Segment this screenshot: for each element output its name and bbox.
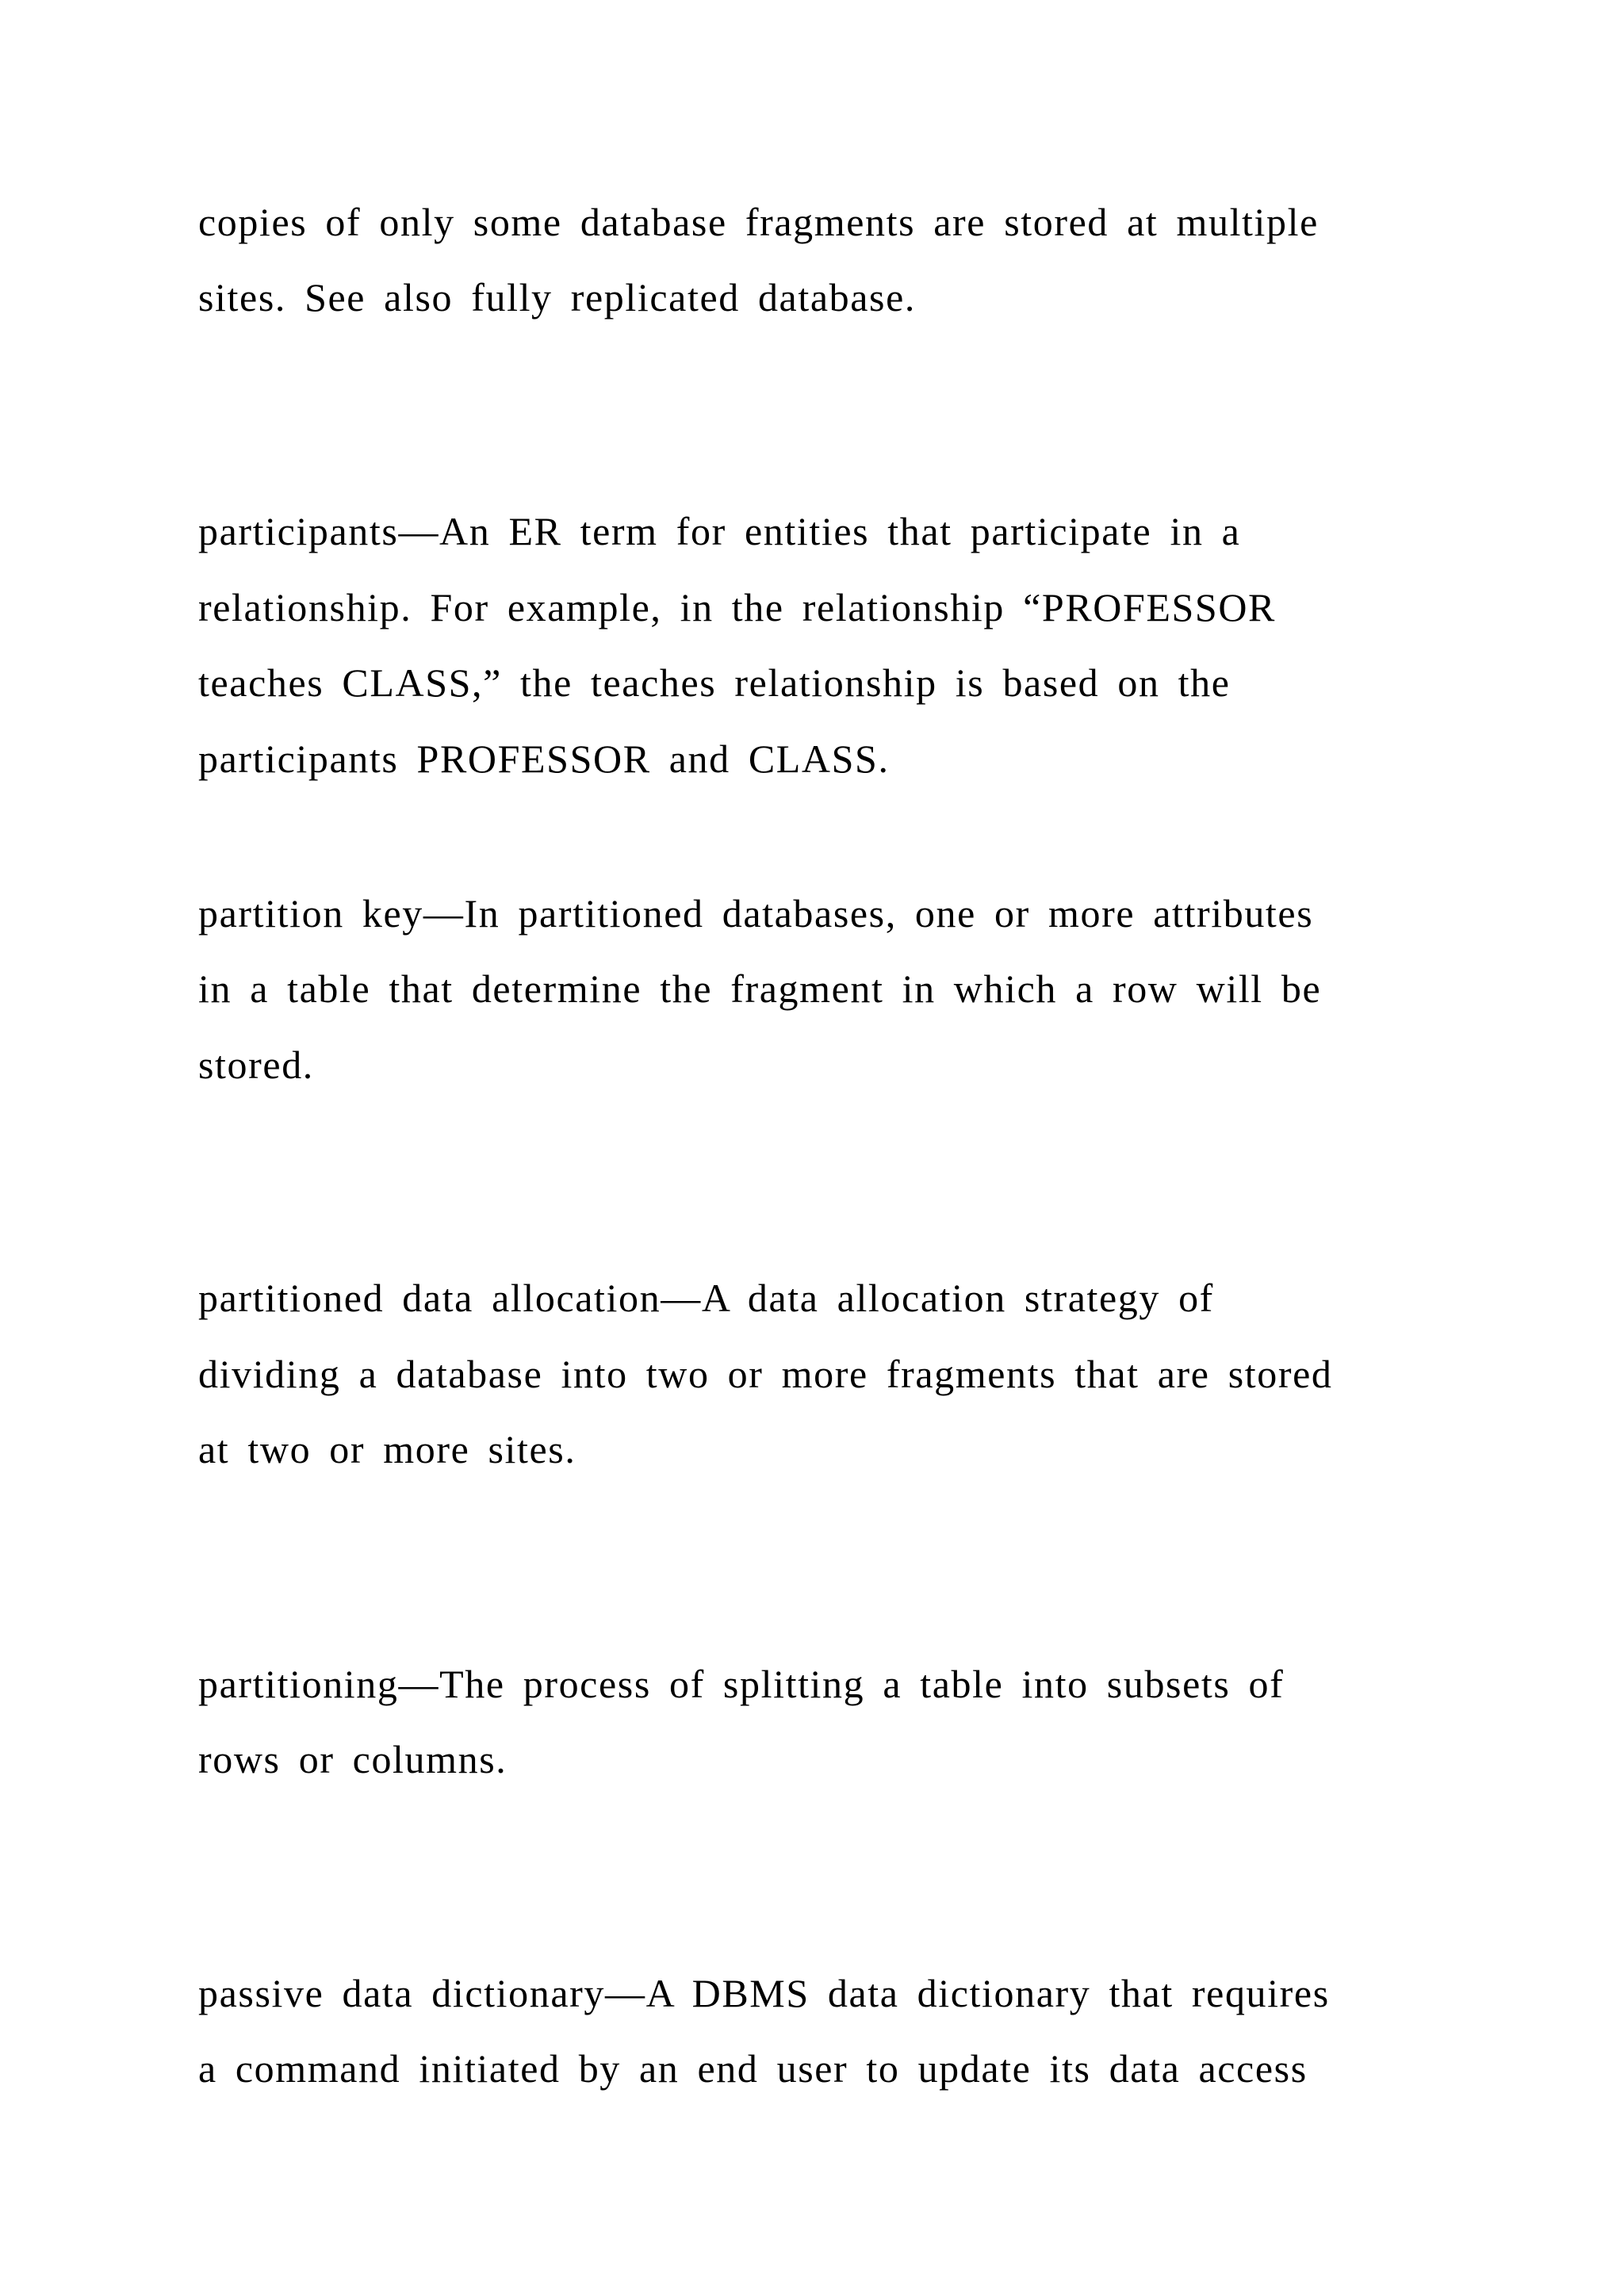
- text-line: rows or columns.: [198, 1737, 508, 1781]
- text-line: participants—An ER term for entities that participate in a: [198, 509, 1241, 553]
- text-line: teaches CLASS,” the teaches relationship is based on the: [198, 660, 1231, 705]
- text-line: passive data dictionary—A DBMS data dictionary that requires: [198, 1971, 1330, 2015]
- text-line: stored.: [198, 1043, 314, 1087]
- text-line: partition key—In partitioned databases, one or more attributes: [198, 891, 1314, 936]
- text-line: participants PROFESSOR and CLASS.: [198, 737, 890, 781]
- text-line: relationship. For example, in the relationship “PROFESSOR: [198, 585, 1276, 629]
- text-line: sites. See also fully replicated database.: [198, 275, 916, 320]
- text-line: a command initiated by an end user to update its data access: [198, 2046, 1308, 2091]
- text-line: at two or more sites.: [198, 1427, 576, 1471]
- text-line: partitioning—The process of splitting a table into subsets of: [198, 1662, 1285, 1706]
- text-line: in a table that determine the fragment in which a row will be: [198, 966, 1322, 1011]
- text-line: partitioned data allocation—A data allocation strategy of: [198, 1276, 1214, 1320]
- text-line: copies of only some database fragments are stored at multiple: [198, 200, 1319, 244]
- text-line: dividing a database into two or more fragments that are stored: [198, 1352, 1333, 1396]
